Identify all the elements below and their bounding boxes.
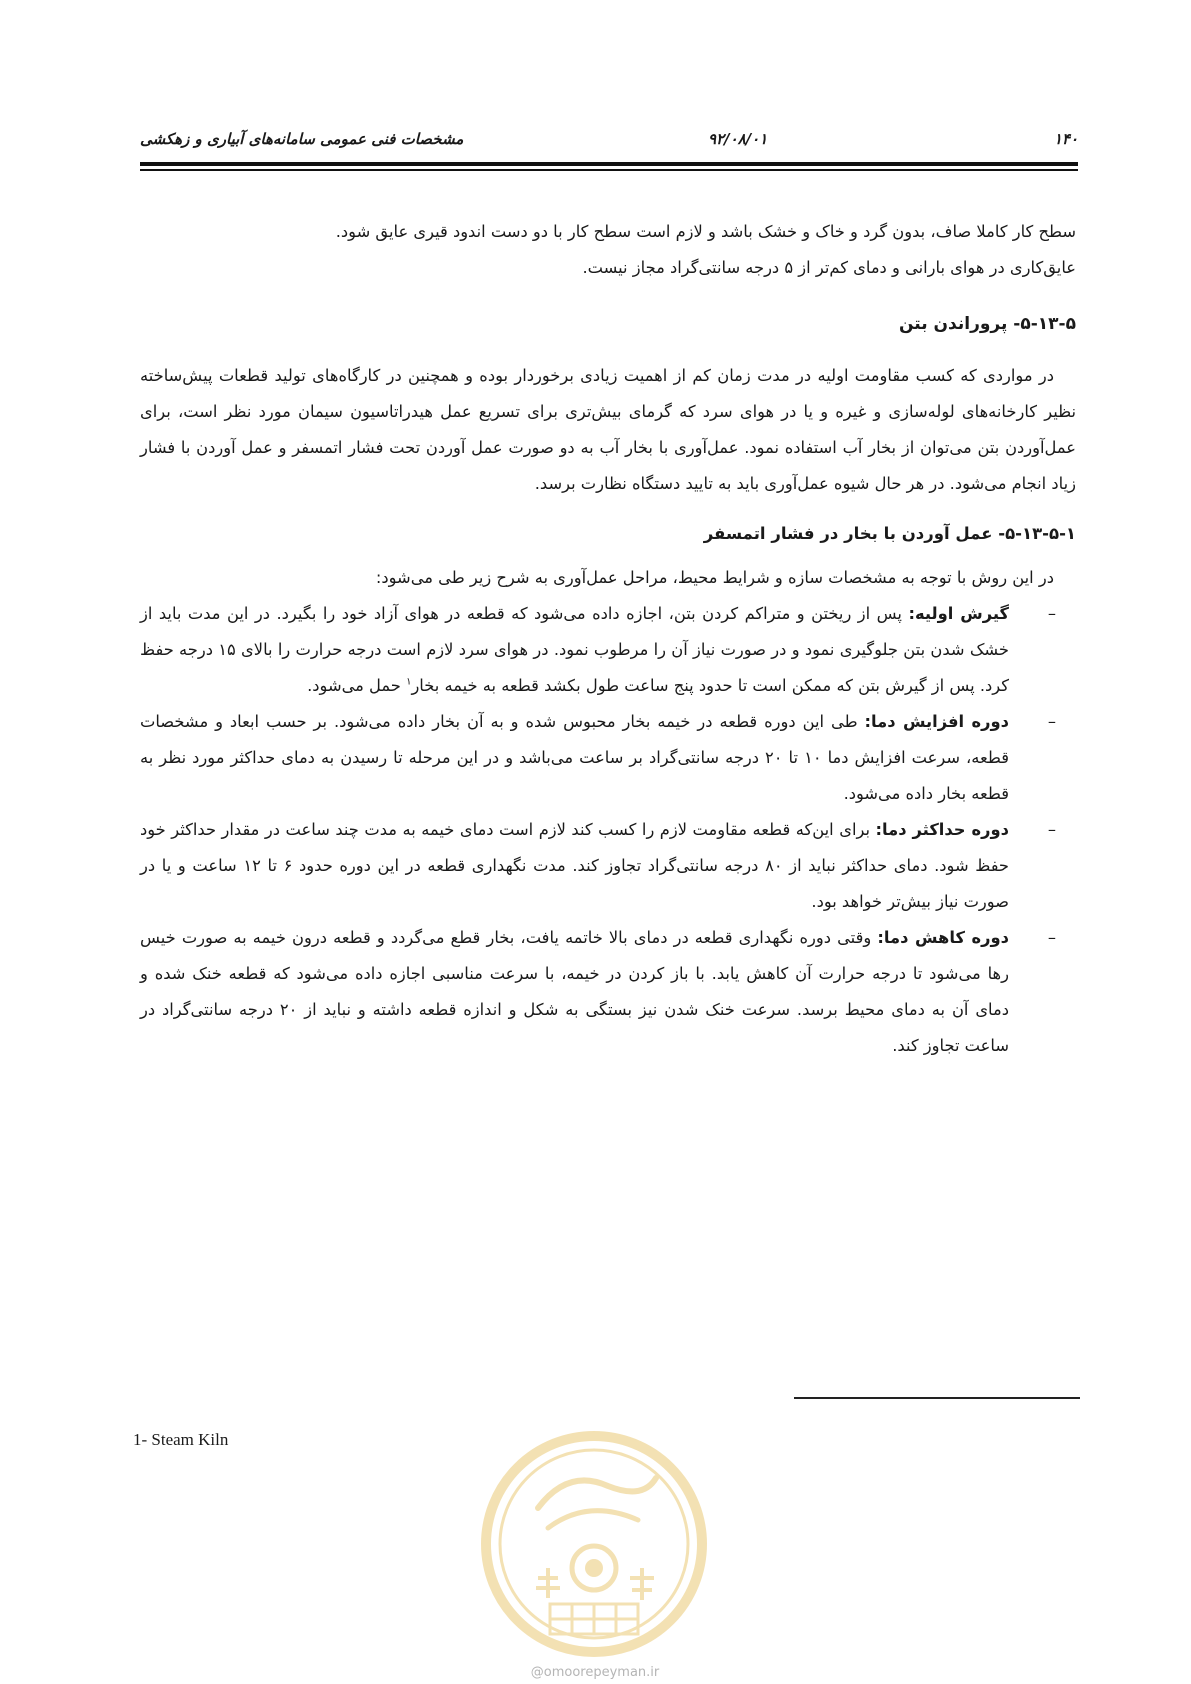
intro-line-1: سطح کار کاملا صاف، بدون گرد و خاک و خشک باشد و لازم است سطح کار با دو دست اندود قیری عایق شود. (335, 222, 1076, 241)
watermark-url: @omoorepeyman.ir (530, 1665, 660, 1680)
curing-steps-list (140, 596, 1076, 1064)
section-paragraph: در مواردی که کسب مقاومت اولیه در مدت زمان کم از اهمیت زیادی برخوردار بوده و همچنین در کارگاه‌های تولید قطعات پیش‌ساخته نظیر کارخانه‌های لوله‌سازی و غیره و یا در هوای سرد که گرمای بیش‌تری برای تسریع عمل هیدراتاسیون سیمان مورد نظر است، برای عمل‌آوردن بتن می‌توان از بخار آب استفاده نمود. عمل‌آوری با بخار آب به دو صورت عمل آوردن تحت فشار اتمسفر و عمل آوردن با فشار زیاد انجام می‌شود. در هر حال شیوه عمل‌آوری باید به تایید دستگاه نظارت برسد. (140, 366, 1076, 493)
footnote: 1- Steam Kiln (133, 1430, 229, 1449)
list-dash: – (1047, 820, 1056, 839)
section-heading: ۵-۱۳-۵- پروراندن بتن (899, 314, 1076, 334)
header-rule-thick (140, 162, 1078, 166)
subsection-intro: در این روش با توجه به مشخصات سازه و شرایط محیط، مراحل عمل‌آوری به شرح زیر طی می‌شود: (375, 568, 1054, 587)
list-dash: – (1047, 604, 1056, 623)
document-date: ۹۲/۰۸/۰۱ (708, 130, 768, 148)
list-item (140, 812, 1076, 920)
list-item-text: برای این‌که قطعه مقاومت لازم را کسب کند لازم است دمای خیمه به مدت چند ساعت در مقدار حداکثر خود حفظ شود. دمای حداکثر نباید از ۸۰ درجه سانتی‌گراد تجاوز کند. مدت نگهداری قطعه در این دوره حدود ۶ تا ۱۲ ساعت و یا در صورت نیاز بیش‌تر خواهد بود. (140, 820, 1009, 911)
list-item-term: گیرش اولیه: (908, 604, 1009, 623)
list-item-text: پس از ریختن و متراکم کردن بتن، اجازه داده می‌شود که قطعه در هوای آزاد خود را بگیرد. در این مدت باید از خشک شدن بتن جلوگیری نمود و در صورت نیاز آن را مرطوب نمود. در هوای سرد لازم است درجه حرارت را بالای ۱۵ درجه حفظ کرد. پس از گیرش بتن که ممکن است تا حدود پنج ساعت طول بکشد قطعه به خیمه بخار (140, 604, 1009, 695)
list-item-text: طی این دوره قطعه در خیمه بخار محبوس شده و به آن بخار داده می‌شود. بر حسب ابعاد و مشخصات قطعه، سرعت افزایش دما ۱۰ تا ۲۰ درجه سانتی‌گراد بر ساعت می‌باشد و در این مرحله تا رسیدن به دمای حداکثر مورد نظر به قطعه بخار داده می‌شود. (140, 712, 1010, 803)
subsection-heading: ۵-۱۳-۵-۱- عمل آوردن با بخار در فشار اتمسفر (703, 524, 1076, 543)
list-item-text-end: حمل می‌شود. (307, 676, 401, 695)
watermark-seal-icon (478, 1428, 710, 1660)
list-item-term: دوره حداکثر دما: (875, 820, 1009, 839)
document-title: مشخصات فنی عمومی سامانه‌های آبیاری و زهکشی (140, 130, 464, 148)
page-header (140, 128, 1078, 154)
list-item-term: دوره افزایش دما: (864, 712, 1009, 731)
list-dash: – (1047, 712, 1056, 731)
intro-line-2: عایق‌کاری در هوای بارانی و دمای کم‌تر از ۵ درجه سانتی‌گراد مجاز نیست. (582, 258, 1076, 277)
list-item-text: وقتی دوره نگهداری قطعه در دمای بالا خاتمه یافت، بخار قطع می‌گردد و قطعه درون خیمه به صورت خیس رها می‌شود تا درجه حرارت آن کاهش یابد. با باز کردن در خیمه، با سرعت مناسبی اجازه داده می‌شود که قطعه خنک شده و دمای آن به دمای محیط برسد. سرعت خنک شدن نیز بستگی به شکل و اندازه قطعه داشته و نباید از ۲۰ درجه سانتی‌گراد در ساعت تجاوز کند. (140, 928, 1009, 1055)
list-item-term: دوره کاهش دما: (877, 928, 1009, 947)
footnote-rule (794, 1397, 1080, 1399)
list-dash: – (1047, 928, 1056, 947)
page-number: ۱۴۰ (1053, 130, 1078, 148)
header-rule-thin (140, 169, 1078, 171)
page-body (140, 214, 1076, 1064)
list-item (140, 596, 1076, 704)
footnote-ref: ۱ (406, 676, 412, 688)
list-item (140, 704, 1076, 812)
list-item (140, 920, 1076, 1064)
